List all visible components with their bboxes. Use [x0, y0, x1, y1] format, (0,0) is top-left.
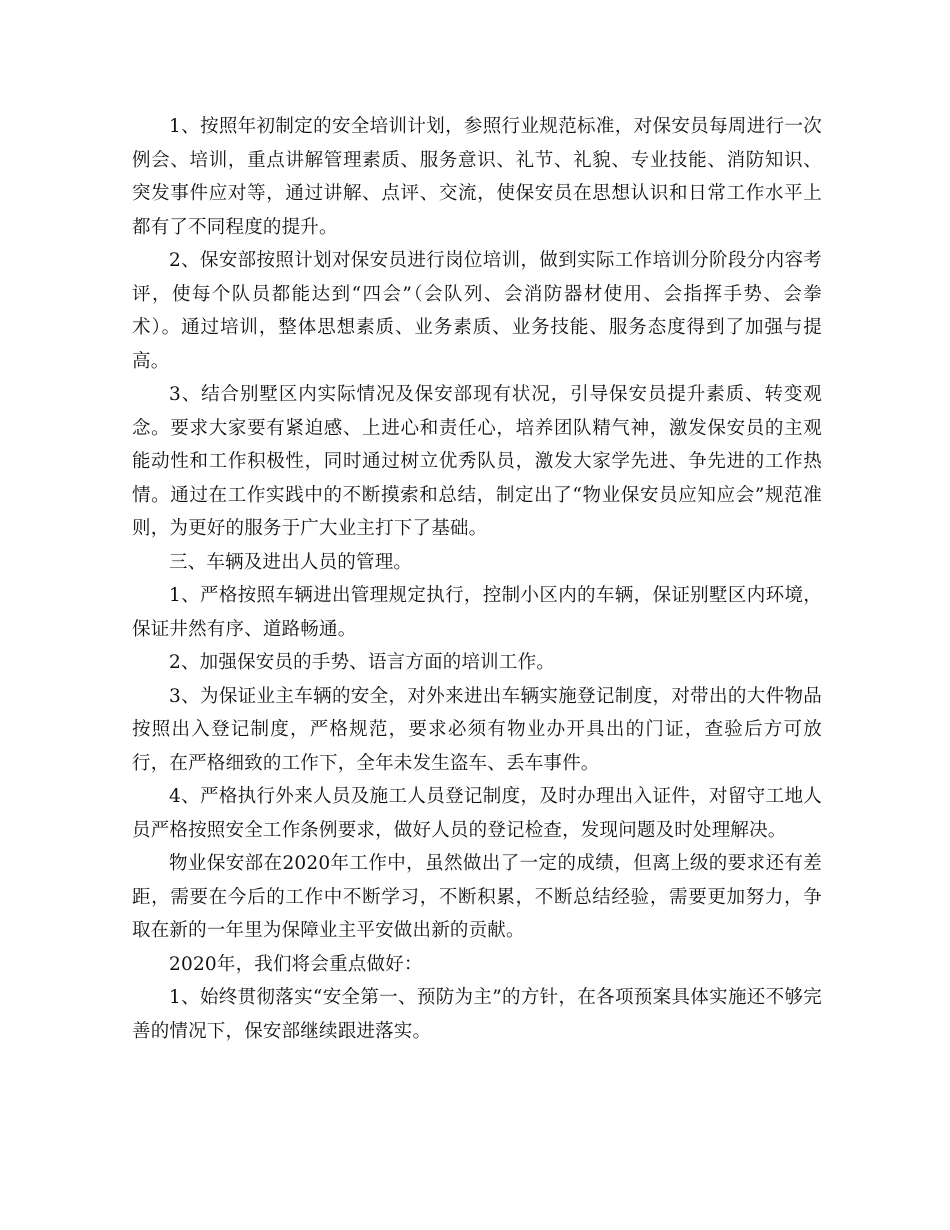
paragraph-vehicle-registration: 3、为保证业主车辆的安全，对外来进出车辆实施登记制度，对带出的大件物品按照出入登记制度，严格规范，要求必须有物业办开具出的门证，查验后方可放行，在严格细致的工作下，全年未发生盗车、丢车事件。: [132, 685, 822, 774]
document-body: [132, 110, 822, 1048]
paragraph-safety-policy: 1、始终贯彻落实“安全第一、预防为主”的方针，在各项预案具体实施还不够完善的情况下，保安部继续跟进落实。: [132, 987, 822, 1042]
paragraph-quality-improvement: 3、结合别墅区内实际情况及保安部现有状况，引导保安员提升素质、转变观念。要求大家要有紧迫感、上进心和责任心，培养团队精气神，激发保安员的主观能动性和工作积极性，同时通过树立优秀队员，激发大家学先进、争先进的工作热情。通过在工作实践中的不断摸索和总结，制定出了“物业保安员应知应会”规范准则，为更好的服务于广大业主打下了基础。: [132, 384, 822, 539]
paragraph-plan-intro: 2020年，我们将会重点做好：: [169, 953, 423, 975]
paragraph-visitor-registration: 4、严格执行外来人员及施工人员登记制度，及时办理出入证件，对留守工地人员严格按照安全工作条例要求，做好人员的登记检查，发现问题及时处理解决。: [132, 786, 822, 841]
paragraph-training-plan: 1、按照年初制定的安全培训计划，参照行业规范标准，对保安员每周进行一次例会、培训，重点讲解管理素质、服务意识、礼节、礼貌、专业技能、消防知识、突发事件应对等，通过讲解、点评、交流，使保安员在思想认识和日常工作水平上都有了不同程度的提升。: [132, 116, 822, 238]
paragraph-vehicle-rules: 1、严格按照车辆进出管理规定执行，控制小区内的车辆，保证别墅区内环境，保证井然有序、道路畅通。: [132, 585, 822, 640]
paragraph-post-training: 2、保安部按照计划对保安员进行岗位培训，做到实际工作培训分阶段分内容考评，使每个队员都能达到“四会”（会队列、会消防器材使用、会指挥手势、会拳术）。通过培训，整体思想素质、业务素质、业务技能、服务态度得到了加强与提高。: [132, 250, 822, 372]
section-heading-vehicle-management: 三、车辆及进出人员的管理。: [169, 551, 413, 573]
paragraph-summary: 物业保安部在2020年工作中，虽然做出了一定的成绩，但离上级的要求还有差距，需要在今后的工作中不断学习，不断积累，不断总结经验，需要更加努力，争取在新的一年里为保障业主平安做出新的贡献。: [132, 853, 822, 941]
paragraph-gesture-training: 2、加强保安员的手势、语言方面的培训工作。: [169, 652, 555, 673]
